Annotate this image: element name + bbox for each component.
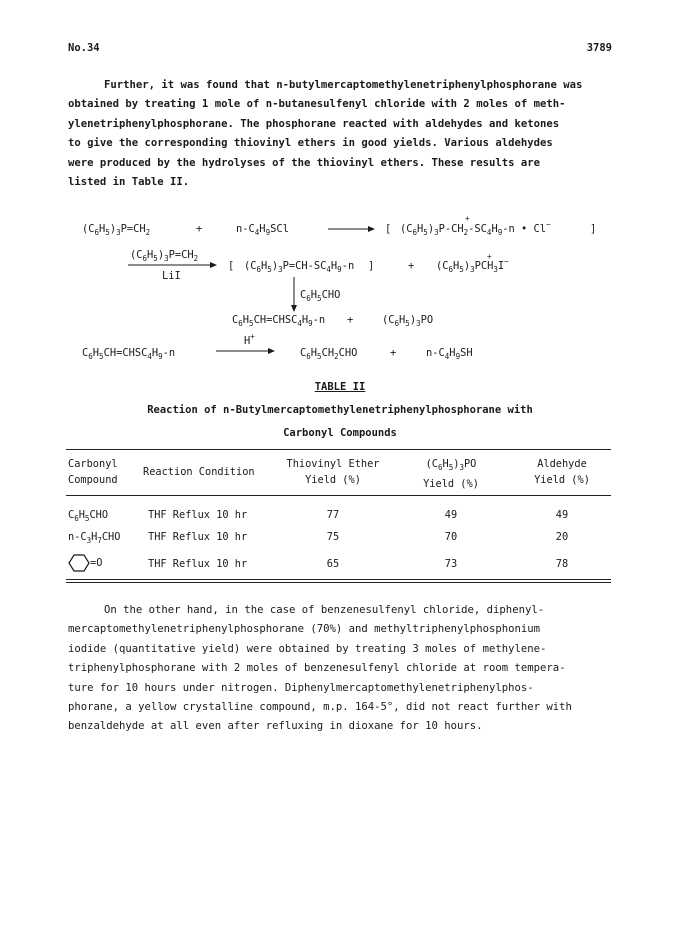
arrow-head (291, 305, 297, 312)
arrow-head (368, 226, 375, 232)
cell-condition: THF Reflux 10 hr (148, 509, 248, 521)
cell-compound: C (68, 509, 75, 521)
text-line: listed in Table II. (68, 176, 190, 189)
text-line: Further, it was found that n-butylmercaptomethylenetriphenylphosphorane was (104, 79, 583, 91)
arrow-head (268, 348, 275, 354)
cell-aldehyde-yield: 78 (555, 558, 569, 570)
header-text: Compound (68, 474, 118, 486)
cyclohexane-ring-icon (68, 553, 90, 573)
table-row (68, 553, 102, 573)
page-number: 3789 (586, 42, 612, 54)
benzaldehyde-reagent: $C_6H_5CHO$ (300, 289, 341, 303)
column-header-aldehyde (522, 456, 602, 488)
text-line: were produced by the hydrolyses of the thiovinyl ethers. These results are (68, 156, 540, 169)
cell-oxide-yield: 70 (444, 531, 458, 543)
cell-compound: =O (90, 557, 103, 569)
bracket-open: [ (385, 223, 392, 235)
positive-charge: + (465, 214, 470, 223)
text-line: benzaldehyde at all even after refluxing in dioxane for 10 hours. (68, 720, 483, 733)
reaction-scheme (0, 0, 680, 380)
cell-thiovinyl-yield: 75 (326, 531, 340, 543)
cell-condition: THF Reflux 10 hr (148, 531, 248, 543)
reactant-methylenephosphorane: $(C_6H_5)_3P=CH_2$ (82, 223, 151, 237)
text-line: obtained by treating 1 mole of n-butanesulfenyl chloride with 2 moles of meth- (68, 98, 566, 111)
plus-sign: + (196, 223, 203, 235)
table-rule (66, 449, 611, 450)
text-line: On the other hand, in the case of benzenesulfenyl chloride, diphenyl- (104, 604, 545, 616)
reagent-under-arrow: LiI (162, 270, 181, 282)
text-line: ylenetriphenylphosphorane. The phosphorane reacted with aldehydes and ketones (68, 117, 560, 130)
column-header-condition: Reaction Condition (143, 466, 255, 478)
reagent-over-arrow: $(C_6H_5)_3P=CH_2$ (130, 249, 199, 263)
butanethiol-product: $n-C_4H_9SH$ (426, 347, 473, 361)
header-text: Yield (%) (305, 474, 361, 486)
cell-condition: THF Reflux 10 hr (148, 558, 248, 570)
header-text: $(C_6H_5)_3PO$ (425, 458, 477, 473)
text-line: triphenylphosphorane with 2 moles of benzenesulfenyl chloride at room tempera- (68, 662, 566, 675)
header-text: Thiovinyl Ether (286, 458, 380, 470)
positive-charge: + (487, 252, 492, 261)
journal-issue: No.34 (68, 42, 100, 54)
ylide-product: $(C_6H_5)_3P=CH-SC_4H_9-n$ (244, 260, 355, 274)
cell-compound: n-C (68, 531, 87, 543)
column-header-thiovinyl (276, 456, 390, 488)
table-caption: Reaction of n-Butylmercaptomethylenetriphenylphosphorane with (147, 404, 533, 416)
cell-aldehyde-yield: 20 (555, 531, 569, 543)
table-row: $n-C_3H_7CHO$ (68, 531, 121, 546)
table-caption: Carbonyl Compounds (283, 427, 397, 439)
table-rule (66, 582, 611, 583)
plus-sign: + (408, 260, 415, 272)
reactant-sulfenyl-chloride: $n-C_4H_9SCl$ (236, 223, 289, 237)
thiovinyl-ether-start: $C_6H_5CH=CHSC_4H_9-n$ (82, 347, 176, 361)
cell-thiovinyl-yield: 65 (326, 558, 340, 570)
column-header-carbonyl (68, 456, 118, 488)
intermediate-phosphonium-salt: $(C_6H_5)_3P-CH_2-SC_4H_9-n$ • Cl− (400, 220, 551, 237)
table-row: $C_6H_5CHO$ (68, 509, 109, 524)
plus-sign: + (390, 347, 397, 359)
header-text: Aldehyde (537, 458, 587, 470)
bracket-close: ] (368, 260, 375, 272)
paragraph-benzenesulfenyl (68, 601, 613, 737)
phenylacetaldehyde-product: $C_6H_5CH_2CHO$ (300, 347, 358, 361)
text-line: mercaptomethylenetriphenylphosphorane (70%) and methyltriphenylphosphonium (68, 623, 540, 636)
header-text: Carbonyl (68, 458, 118, 470)
text-line: ture for 10 hours under nitrogen. Diphenylmercaptomethylenetriphenylphos- (68, 681, 534, 694)
cell-thiovinyl-yield: 77 (326, 509, 340, 521)
text-line: phorane, a yellow crystalline compound, m.p. 164-5°, did not react further with (68, 701, 572, 714)
column-header-phosphine-oxide (408, 456, 494, 492)
header-text: Yield (%) (423, 478, 479, 491)
text-line: to give the corresponding thiovinyl ethers in good yields. Various aldehydes (68, 137, 553, 150)
bracket-open: [ (228, 260, 235, 272)
bracket-close: ] (590, 223, 597, 235)
table-rule (66, 495, 611, 496)
table-rule (66, 579, 611, 580)
phosphonium-iodide: $(C_6H_5)_3PCH_3I^-$ (436, 257, 509, 274)
cell-oxide-yield: 73 (444, 558, 458, 570)
plus-sign: + (347, 314, 354, 326)
arrow-head (210, 262, 217, 268)
table-label: TABLE II (314, 381, 366, 393)
phosphine-oxide: $(C_6H_5)_3PO$ (382, 314, 434, 328)
acid-catalyst: H+ (244, 332, 255, 347)
cell-aldehyde-yield: 49 (555, 509, 569, 521)
thiovinyl-ether-product: $C_6H_5CH=CHSC_4H_9-n$ (232, 314, 326, 328)
header-text: Yield (%) (534, 474, 590, 486)
cell-oxide-yield: 49 (444, 509, 458, 521)
text-line: iodide (quantitative yield) were obtained by treating 3 moles of methylene- (68, 642, 547, 655)
